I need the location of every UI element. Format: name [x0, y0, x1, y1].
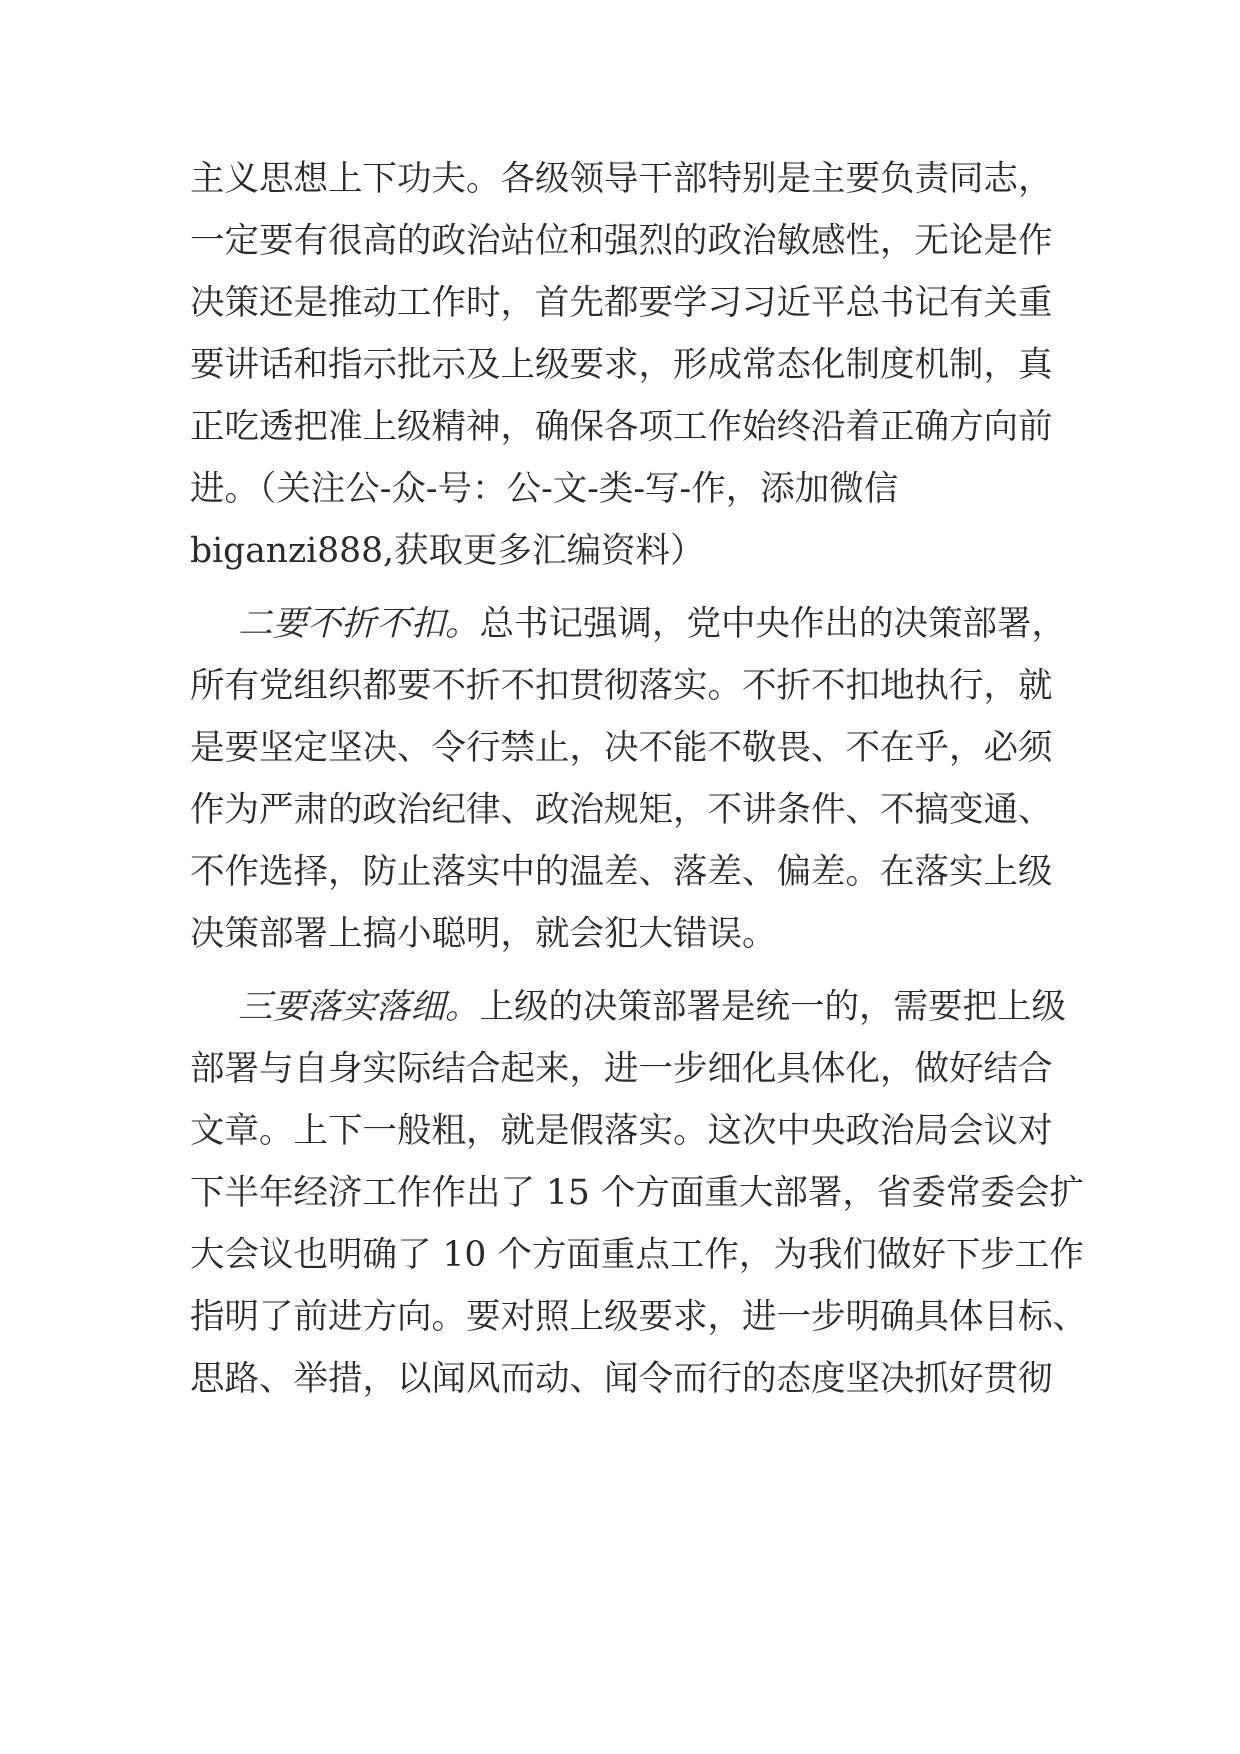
text-line: biganzi888,获取更多汇编资料） [190, 531, 705, 571]
text-line: 要讲话和指示批示及上级要求，形成常态化制度机制，真 [190, 345, 1053, 385]
paragraph-1 [190, 148, 1070, 582]
paragraph-first-rest: 总书记强调，党中央作出的决策部署， [479, 604, 1066, 644]
text-line: 文章。上下一般粗，就是假落实。这次中央政治局会议对 [190, 1111, 1053, 1151]
text-line: 部署与自身实际结合起来，进一步细化具体化，做好结合 [190, 1049, 1053, 1089]
text-line: 不作选择，防止落实中的温差、落差、偏差。在落实上级 [190, 852, 1053, 892]
paragraph-first-rest: 上级的决策部署是统一的，需要把上级 [479, 987, 1066, 1027]
paragraph-2 [190, 593, 1070, 965]
text-line: 一定要有很高的政治站位和强烈的政治敏感性，无论是作 [190, 221, 1053, 261]
text-line: 正吃透把准上级精神，确保各项工作始终沿着正确方向前 [190, 407, 1053, 447]
text-line: 所有党组织都要不折不扣贯彻落实。不折不扣地执行，就 [190, 666, 1053, 706]
text-line: 思路、举措，以闻风而动、闻令而行的态度坚决抓好贯彻 [190, 1359, 1053, 1399]
paragraph-first-line [190, 976, 1070, 1038]
text-line: 指明了前进方向。要对照上级要求，进一步明确具体目标、 [190, 1297, 1087, 1337]
document-body [190, 148, 1087, 1410]
text-line: 下半年经济工作作出了 15 个方面重大部署，省委常委会扩 [190, 1173, 1084, 1213]
paragraph-3 [190, 976, 1087, 1410]
text-line: 作为严肃的政治纪律、政治规矩，不讲条件、不搞变通、 [190, 790, 1053, 830]
paragraph-lead: 二要不折不扣。 [238, 604, 480, 644]
text-line: 大会议也明确了 10 个方面重点工作，为我们做好下步工作 [190, 1235, 1084, 1275]
text-line: 决策部署上搞小聪明，就会犯大错误。 [190, 914, 777, 954]
text-line: 进。（关注公-众-号：公-文-类-写-作，添加微信 [190, 469, 899, 509]
text-line: 是要坚定坚决、令行禁止，决不能不敬畏、不在乎，必须 [190, 728, 1053, 768]
text-line: 主义思想上下功夫。各级领导干部特别是主要负责同志， [190, 159, 1053, 199]
paragraph-first-line [190, 593, 1070, 655]
text-line: 决策还是推动工作时，首先都要学习习近平总书记有关重 [190, 283, 1053, 323]
paragraph-lead: 三要落实落细。 [238, 987, 480, 1027]
